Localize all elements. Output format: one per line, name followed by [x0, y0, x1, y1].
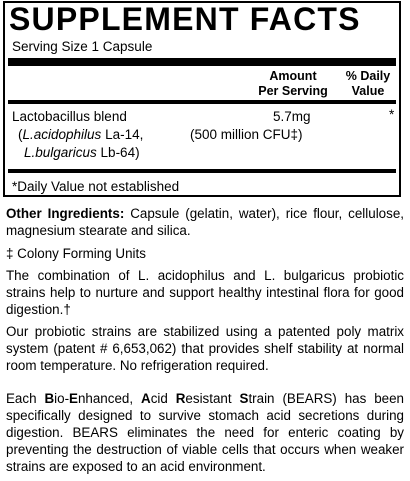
strain-bulgaricus-name: L.bulgaricus — [24, 145, 97, 160]
ingredient-name: Lactobacillus blend — [12, 109, 127, 124]
strain-acidophilus-name: L.acidophilus — [22, 127, 102, 142]
amount-header-line1: Amount — [269, 69, 317, 83]
daily-value-header-line2: Value — [351, 84, 385, 98]
supplement-facts-panel — [3, 1, 401, 197]
daily-value-header-line1: % Daily — [345, 69, 391, 83]
panel-title: SUPPLEMENT FACTS — [9, 1, 361, 37]
amount-header — [249, 69, 337, 99]
bears-letter-r: R — [175, 391, 186, 406]
para-combination: The combination of L. acidophilus and L. bulgaricus probiotic strains help to nurture and support healthy intestinal flora for good digestion.† — [6, 268, 404, 317]
thick-rule-top — [8, 58, 396, 66]
bears-letter-a: A — [141, 391, 151, 406]
daily-value-header — [337, 69, 399, 99]
other-ingredients-label: Other Ingredients: — [6, 206, 125, 221]
strain-acidophilus — [18, 127, 143, 143]
thick-rule-bottom — [8, 169, 396, 173]
bears-text-5: train (BEARS) has been specifically designed to survive stomach acid secretions during digestion. BEARS eliminates the need for enteric coating by preventing the destruction of viable cells that occurs when weaker strains are exposed to an acid environment. — [6, 391, 405, 474]
daily-value-footnote: *Daily Value not established — [12, 179, 180, 194]
para-bears — [6, 390, 404, 475]
ingredient-daily-value: * — [389, 107, 395, 122]
cfu-note: ‡ Colony Forming Units — [6, 246, 146, 261]
bears-text-3: cid — [150, 391, 176, 406]
strain-bulgaricus — [24, 145, 140, 161]
other-ingredients-text: Capsule (gelatin, water), rice flour, cellulose, magnesium stearate and silica. — [6, 206, 404, 238]
thick-rule-header — [8, 100, 396, 104]
cfu-amount: (500 million CFU‡) — [190, 127, 303, 142]
strain-acidophilus-code: La-14, — [101, 127, 144, 142]
bears-text-1: io- — [54, 391, 70, 406]
bears-text-each: Each — [6, 391, 45, 406]
bears-text-2: nhanced, — [77, 391, 142, 406]
ingredient-amount: 5.7mg — [273, 109, 311, 124]
strain-open-paren: ( — [18, 127, 23, 142]
strain-bulgaricus-code: Lb-64) — [96, 145, 140, 160]
bears-letter-b: B — [44, 391, 55, 406]
bears-letter-e: E — [69, 391, 78, 406]
serving-size: Serving Size 1 Capsule — [12, 39, 153, 54]
other-ingredients — [6, 205, 404, 239]
para-stabilized: Our probiotic strains are stabilized using a patented poly matrix system (patent # 6,653,062) that provides shelf stability at normal room temperature. No refrigeration required. — [6, 324, 404, 373]
bears-letter-s: S — [239, 391, 249, 406]
bears-text-4: esistant — [185, 391, 240, 406]
amount-header-line2: Per Serving — [258, 84, 328, 98]
